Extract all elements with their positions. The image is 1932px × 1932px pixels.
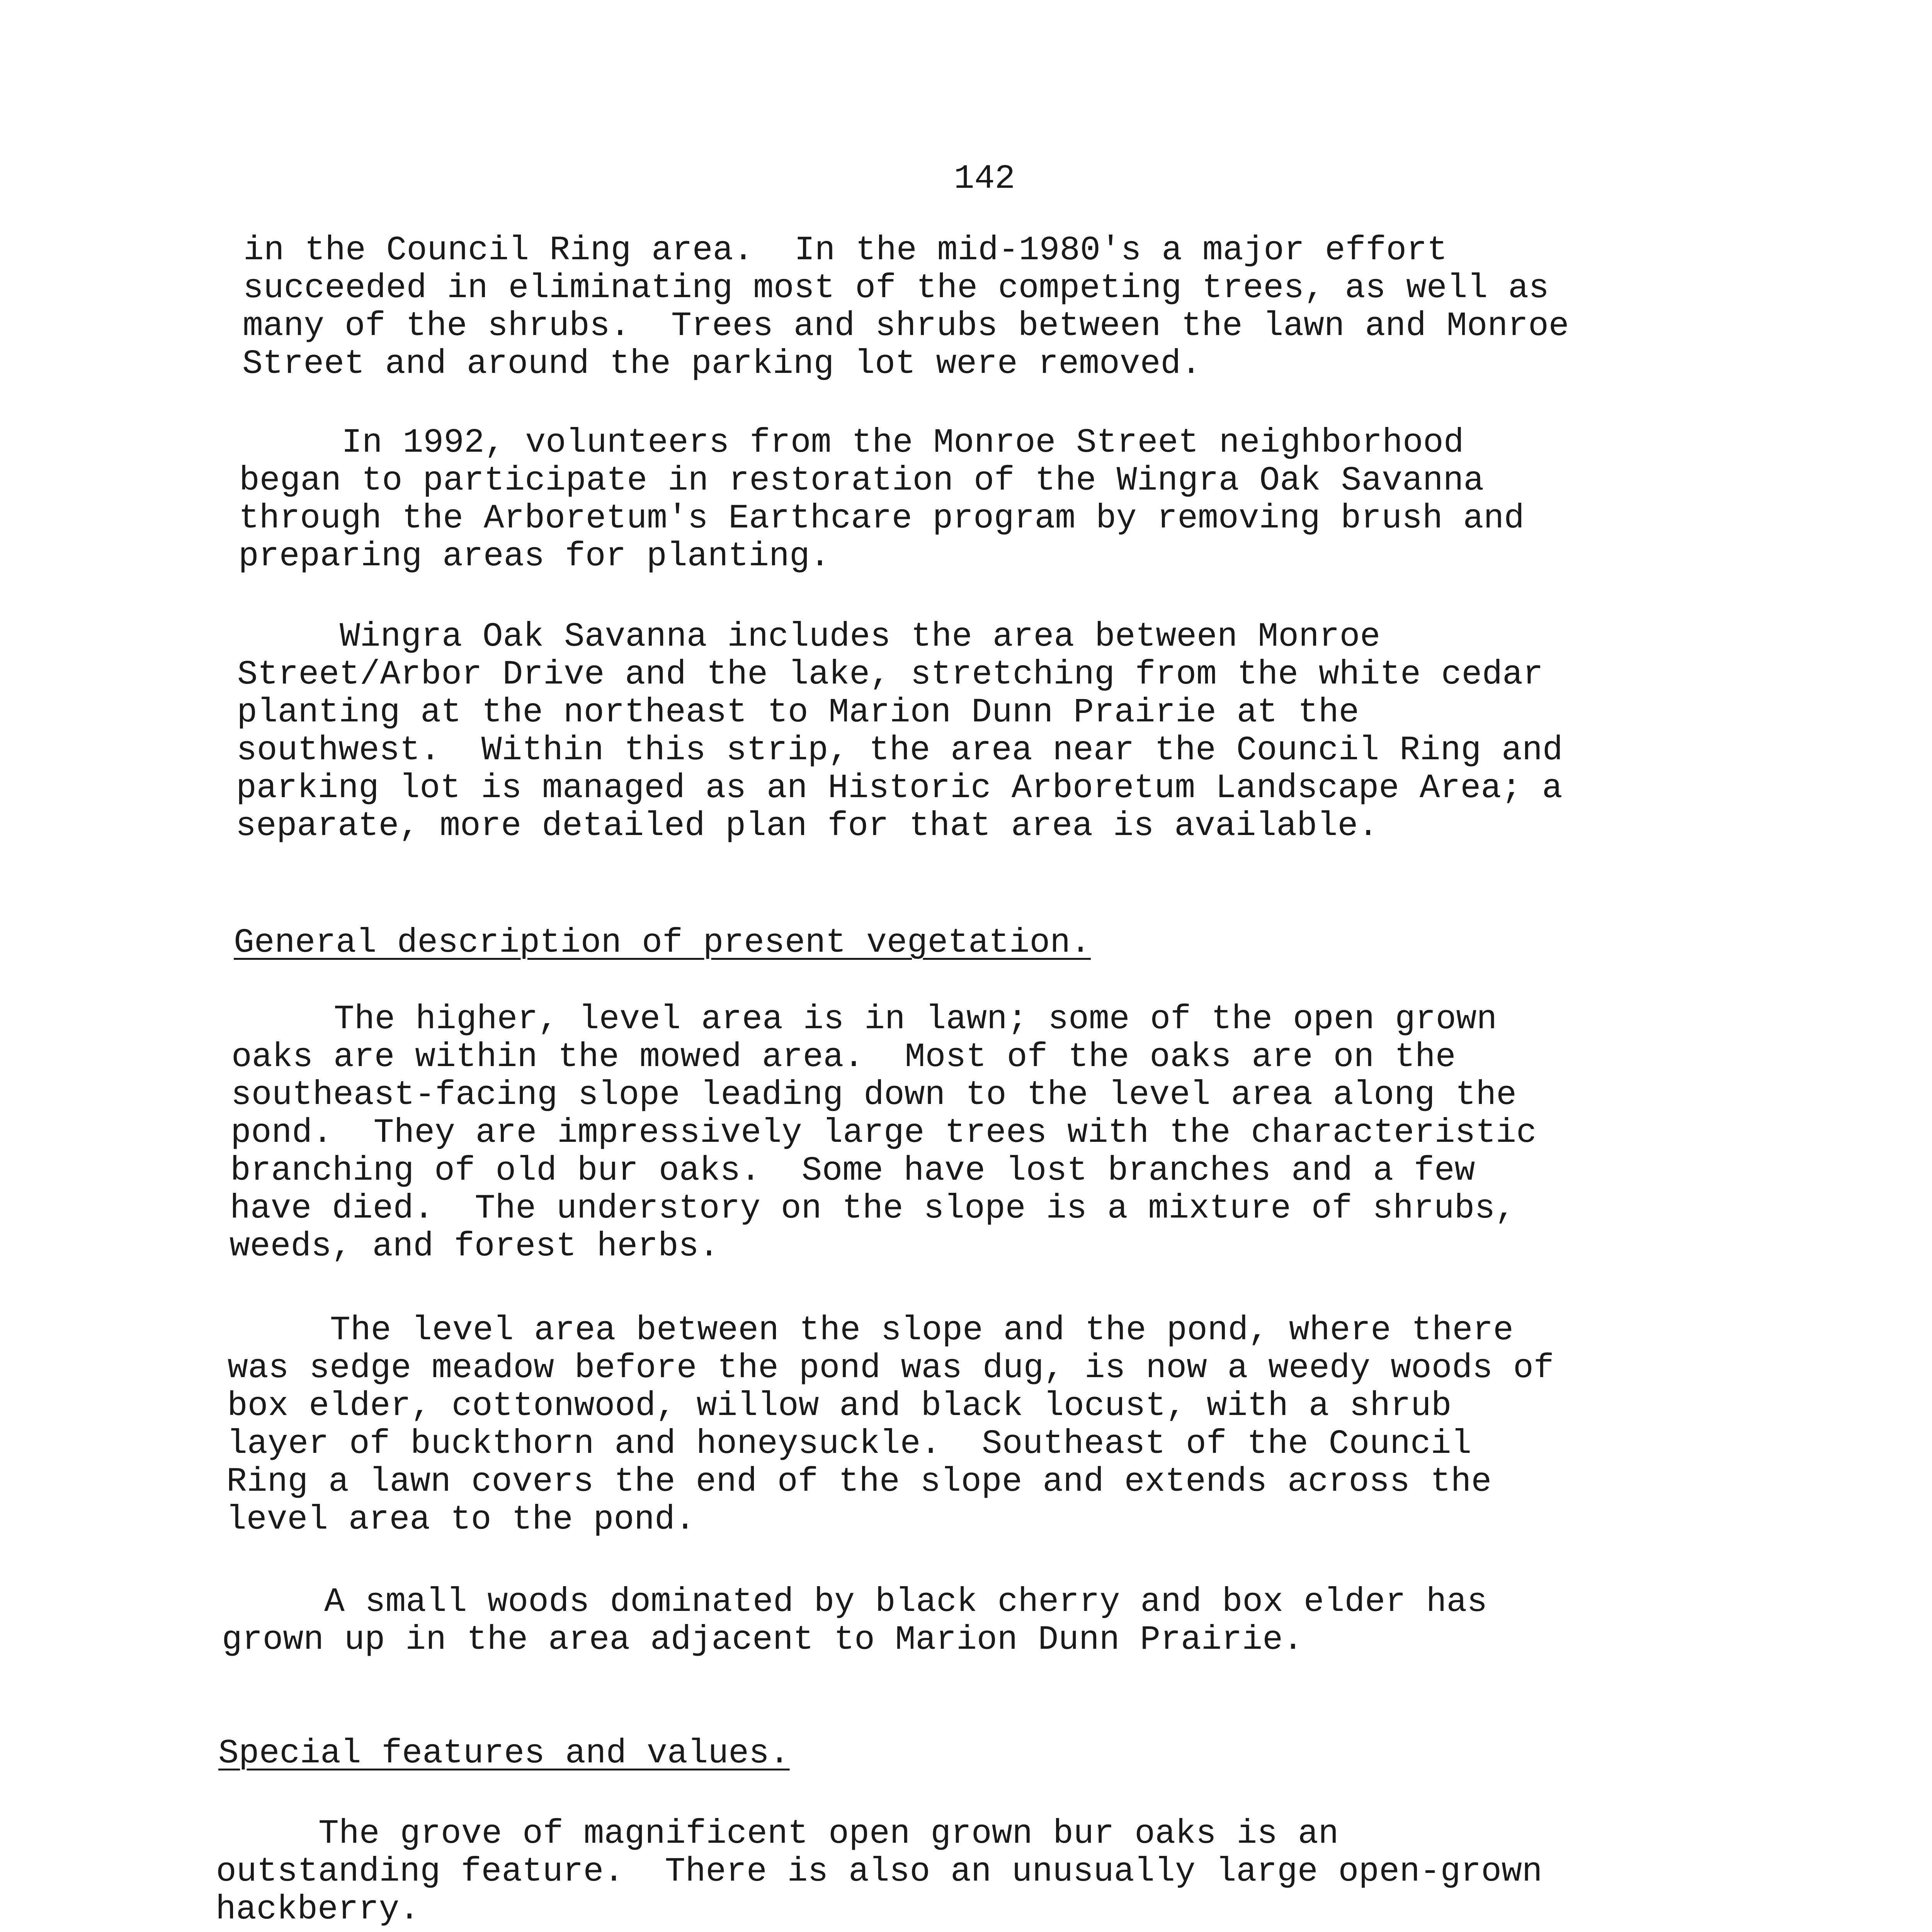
- paragraph-line: A small woods dominated by black cherry and box elder has: [222, 1583, 1488, 1621]
- paragraph-line: Ring a lawn covers the end of the slope and extends across the: [226, 1463, 1492, 1501]
- paragraph-line: Street/Arbor Drive and the lake, stretching from the white cedar: [237, 656, 1543, 694]
- paragraph-line: The higher, level area is in lawn; some of the open grown: [232, 1000, 1497, 1039]
- paragraph-line: layer of buckthorn and honeysuckle. Southeast of the Council: [227, 1425, 1472, 1463]
- paragraph-line: box elder, cottonwood, willow and black locust, with a shrub: [227, 1387, 1452, 1425]
- paragraph-line: have died. The understory on the slope is a mixture of shrubs,: [230, 1190, 1515, 1228]
- paragraph-line: in the Council Ring area. In the mid-1980's a major effort: [243, 231, 1447, 270]
- paragraph-line: preparing areas for planting.: [238, 537, 830, 576]
- paragraph-line: weeds, and forest herbs.: [230, 1228, 719, 1266]
- section-heading: Special features and values.: [218, 1735, 790, 1773]
- paragraph-line: planting at the northeast to Marion Dunn Prairie at the: [237, 694, 1359, 732]
- paragraph-line: In 1992, volunteers from the Monroe Street neighborhood: [240, 424, 1464, 462]
- page-number: 142: [954, 160, 1015, 198]
- paragraph-line: many of the shrubs. Trees and shrubs between the lawn and Monroe: [243, 307, 1569, 345]
- paragraph-line: through the Arboretum's Earthcare program by removing brush and: [239, 500, 1524, 538]
- paragraph-line: began to participate in restoration of the Wingra Oak Savanna: [239, 462, 1484, 500]
- paragraph-line: separate, more detailed plan for that area is available.: [236, 807, 1379, 845]
- section-heading: General description of present vegetation.: [234, 924, 1091, 962]
- paragraph-line: The grove of magnificent open grown bur oaks is an: [216, 1815, 1339, 1853]
- paragraph-line: southwest. Within this strip, the area near the Council Ring and: [236, 731, 1563, 770]
- paragraph-line: oaks are within the mowed area. Most of the oaks are on the: [231, 1038, 1456, 1077]
- paragraph-line: The level area between the slope and the pond, where there: [228, 1311, 1514, 1350]
- paragraph-line: Wingra Oak Savanna includes the area between Monroe: [238, 618, 1381, 656]
- paragraph-line: hackberry.: [216, 1891, 420, 1929]
- paragraph-line: succeeded in eliminating most of the competing trees, as well as: [243, 269, 1549, 308]
- paragraph-line: branching of old bur oaks. Some have lost branches and a few: [230, 1152, 1475, 1190]
- paragraph-line: grown up in the area adjacent to Marion Dunn Prairie.: [222, 1621, 1303, 1659]
- paragraph-line: Street and around the parking lot were removed.: [242, 345, 1202, 383]
- paragraph-line: parking lot is managed as an Historic Arboretum Landscape Area; a: [236, 769, 1563, 808]
- paragraph-line: level area to the pond.: [226, 1501, 696, 1539]
- paragraph-line: was sedge meadow before the pond was dug, is now a weedy woods of: [228, 1349, 1554, 1388]
- paragraph-line: pond. They are impressively large trees with the characteristic: [231, 1114, 1537, 1152]
- paragraph-line: outstanding feature. There is also an unusually large open-grown: [216, 1853, 1543, 1891]
- paragraph-line: southeast-facing slope leading down to the level area along the: [231, 1076, 1517, 1114]
